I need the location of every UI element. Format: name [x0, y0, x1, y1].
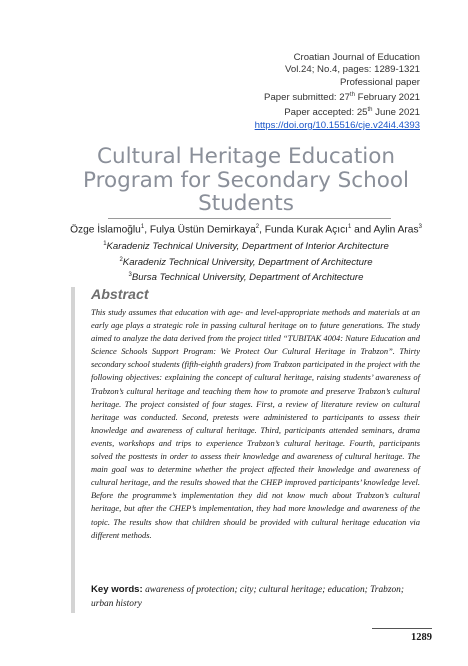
journal-name: Croatian Journal of Education: [293, 52, 420, 63]
submitted-date: Paper submitted: 27th February 2021: [264, 91, 420, 104]
footer-divider: [372, 628, 432, 629]
title-divider: [108, 218, 391, 219]
keywords-label: Key words:: [91, 584, 143, 595]
author-name: Özge İslamoğlu: [70, 224, 141, 236]
author-name: Fulya Üstün Demirkaya: [149, 224, 256, 236]
affiliation: $^2$Karadeniz Technical University, Department of Architecture: [119, 256, 373, 268]
journal-meta: [255, 52, 420, 132]
affiliation: $^1$Karadeniz Technical University, Department of Interior Architecture: [103, 241, 389, 253]
doi-link[interactable]: https://doi.org/10.15516/cje.v24i4.4393: [254, 119, 420, 131]
accepted-date: Paper accepted: 25th June 2021: [284, 107, 420, 119]
keywords-text: awareness of protection; city; cultural heritage; education; Trabzon; urban history: [91, 585, 404, 609]
abstract-side-bar: [71, 287, 75, 613]
journal-volume: Vol.24; No.4, pages: 1289-1321: [285, 64, 420, 76]
abstract-heading: Abstract: [91, 287, 149, 303]
author-list: Özge İslamoğlu$^1$, Fulya Üstün Demirkaya$^2$, Funda Kurak Açıcı$^1$ and Aylin Aras$^3$: [70, 224, 422, 236]
author-name: Aylin Aras: [373, 224, 419, 236]
paper-title: Cultural Heritage Education Program for Secondary School Students: [82, 144, 410, 216]
paper-type: Professional paper: [340, 76, 420, 88]
page-number: 1289: [411, 632, 432, 643]
affiliations: [0, 238, 468, 285]
author-name: Funda Kurak Açıcı: [264, 224, 348, 236]
abstract-body: This study assumes that education with age- and level-appropriate methods and materials at an early age plays a strategic role in passing cultural heritage on to future generations. The study aimed to analyze the data derived from the project titled “TUBITAK 4004: Nature Education and Science Schools Support Program: We Protect Our Cultural Heritage in Trabzon”. Thirty secondary school students (fifth-eighth graders) from Trabzon participated in the project with the following objectives: explaining the concept of cultural heritage, raising students’ awareness of Trabzon’s cultural heritage and teaching them how to promote and preserve Trabzon’s cultural heritage. The project consisted of four stages. First, a review of literature review on cultural heritage was conducted. Second, pretests were administered to participants to assess their knowledge and awareness of cultural heritage. Third, participants attended seminars, drama events, workshops and trips to experience Trabzon’s cultural heritage. Fourth, participants solved the posttests in order to assess their knowledge and awareness of cultural heritage. The main goal was to determine whether the project affected their knowledge and awareness of cultural heritage, and the results showed that the CHEP improved participants’ knowledge level. Before the programme’s implementation they did not know much about Trabzon’s cultural heritage, but after the CHEP’s implementation, they had more knowledge and awareness of the topic. The results show that children should be provided with cultural heritage education via different methods.: [91, 307, 420, 540]
affiliation: $^3$Bursa Technical University, Department of Architecture: [128, 272, 364, 284]
keywords: [91, 583, 420, 611]
